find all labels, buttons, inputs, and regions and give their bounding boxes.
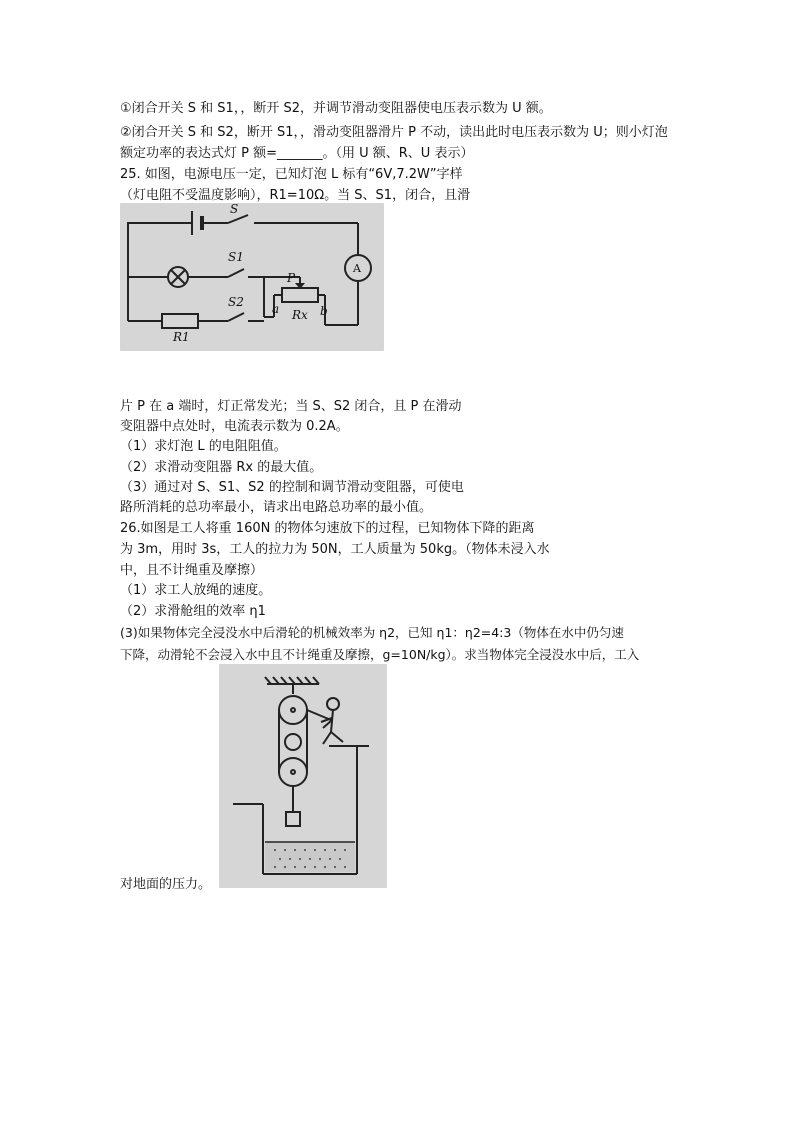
circuit-diagram — [120, 203, 384, 351]
label-ammeter: A — [353, 262, 361, 275]
text-line-1: ①闭合开关 S 和 S1，，断开 S2，并调节滑动变阻器使电压表示数为 U 额。 — [120, 101, 552, 116]
question-25-title: 25. 如图，电源电压一定，已知灯泡 L 标有“6V,7.2W”字样 — [120, 167, 463, 182]
text-line-6: 片 P 在 a 端时，灯正常发光；当 S、S2 闭合，且 P 在滑动 — [120, 399, 462, 414]
text-line-11: 路所消耗的总功率最小，请求出电路总功率的最小值。 — [120, 500, 433, 515]
label-s: S — [230, 203, 239, 216]
lamp-icon — [168, 267, 188, 287]
text-line-2: ②闭合开关 S 和 S2，断开 S1，，滑动变阻器滑片 P 不动，读出此时电压表示数为 U；则小灯泡 — [120, 125, 668, 140]
text-line-5: （灯电阻不受温度影响），R1=10Ω。当 S、S1，闭合，且滑 — [120, 188, 471, 203]
text-line-16: （2）求滑舱组的效率 η1 — [120, 604, 266, 619]
label-s1: S1 — [228, 250, 244, 264]
label-p: P — [287, 271, 296, 285]
text-line-7: 变阻器中点处时，电流表示数为 0.2A。 — [120, 419, 349, 434]
text-line-14: 中，且不计绳重及摩擦） — [120, 563, 264, 578]
text-line-3: 额定功率的表达式灯 P 额=_______。（用 U 额、R、U 表示） — [120, 146, 474, 161]
text-line-17: (3)如果物体完全浸没水中后滑轮的机械效率为 η2，已知 η1：η2=4:3（物体在水中仍匀速 — [120, 625, 624, 640]
label-r1: R1 — [173, 330, 190, 344]
text-line-15: （1）求工人放绳的速度。 — [120, 583, 272, 598]
text-line-9: （2）求滑动变阻器 Rx 的最大值。 — [120, 460, 323, 475]
text-line-10: （3）通过对 S、S1、S2 的控制和调节滑动变阻器，可使电 — [120, 480, 464, 495]
label-rx: Rx — [292, 308, 308, 322]
pulley-diagram — [219, 664, 387, 888]
label-a: a — [272, 302, 280, 316]
label-s2: S2 — [228, 295, 244, 309]
text-line-18: 下降，动滑轮不会浸入水中且不计绳重及摩擦，g=10N/kg）。求当物体完全浸没水中后，工入 — [120, 647, 640, 662]
question-26-title: 26.如图是工人将重 160N 的物体匀速放下的过程，已知物体下降的距离 — [120, 521, 535, 536]
text-line-8: （1）求灯泡 L 的电阻阻值。 — [120, 439, 287, 454]
label-b: b — [320, 304, 328, 318]
text-line-19: 对地面的压力。 — [120, 877, 212, 892]
text-line-13: 为 3m，用时 3s，工人的拉力为 50N，工人质量为 50kg。（物体未浸入水 — [120, 542, 550, 557]
